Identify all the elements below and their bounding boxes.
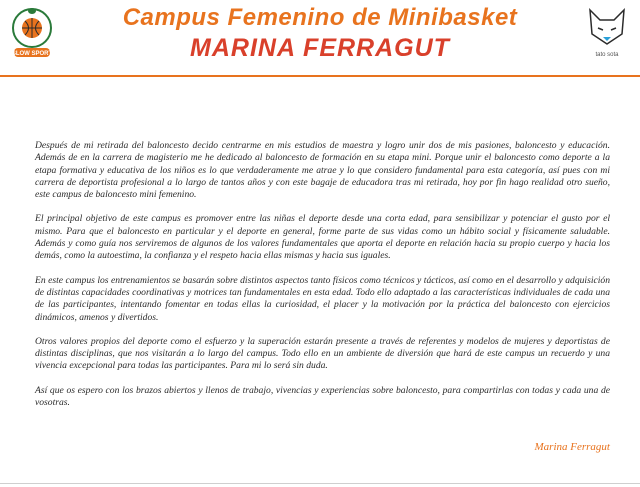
slow-sport-logo (6, 4, 58, 64)
svg-text:SLOW SPORT: SLOW SPORT (11, 51, 53, 57)
paragraph-intro: Después de mi retirada del baloncesto decido centrarme en mis estudios de maestra y logro unir dos de mis pasiones, baloncesto y educación. Además de en la carrera de magisterio me he dedicado al baloncesto de formación en su etapa mini. Porque unir el baloncesto como deporte a la etapa formativa y educativa de los niños es lo que verdaderamente me atrae y lo que considero fundamental para esta categoría, así pues con mi carrera de deportista profesional a lo largo de tantos años y con este bagaje de educadora tras mi retirada, hoy por fin hago realidad otro sueño, este campus de baloncesto mini femenino. (35, 140, 610, 201)
header-divider (0, 75, 640, 77)
paragraph-values: Otros valores propios del deporte como el esfuerzo y la superación estarán presente a través de referentes y modelos de mujeres y deportistas de distintas disciplinas, que nos visitarán a lo largo del campus. Todo ello en un ambiente de diversión que hará de este campus un recuerdo y una vivencia excepcional para todas las participantes. Para mi lo será sin duda. (35, 335, 610, 372)
fox-head-icon (584, 4, 630, 62)
bottom-divider (0, 483, 640, 484)
signature: Marina Ferragut (534, 441, 610, 453)
paragraph-training: En este campus los entrenamientos se basarán sobre distintos aspectos tanto físicos como técnicos y tácticos, así como en el desarrollo y adquisición de distintas capacidades coordinativas y motrices tan fundamentales en esta edad. Todo ello adaptado a las características individuales de cada una de las participantes, intentando fomentar en todas ellas la curiosidad, el placer y la motivación por la práctica del baloncesto con ejercicios dinámicos, amenos y divertidos. (35, 274, 610, 323)
letter-body (35, 140, 610, 421)
campus-title: Campus Femenino de Minibasket (122, 4, 518, 31)
svg-text:tato sota: tato sota (595, 52, 619, 58)
coach-name-title: MARINA FERRAGUT (190, 34, 450, 62)
paragraph-objective: El principal objetivo de este campus es promover entre las niñas el deporte desde una corta edad, para sensibilizar y potenciar el gusto por el mismo. Para que el baloncesto en particular y el deporte en general, forme parte de sus vidas como un hábito social y físicamente saludable. Además y como guía nos serviremos de algunos de los valores fundamentales que aporta el deporte en relación hacia su propio cuerpo y hacia los demás, como la autoestima, la confianza y el respeto hacia ellas mismas y hacia sus iguales. (35, 213, 610, 262)
paragraph-closing: Así que os espero con los brazos abiertos y llenos de trabajo, vivencias y experiencias sobre baloncesto, para compartirlas con todas y cada una de vosotras. (35, 384, 610, 409)
fox-logo (584, 4, 630, 62)
turtle-basketball-icon (6, 4, 58, 64)
